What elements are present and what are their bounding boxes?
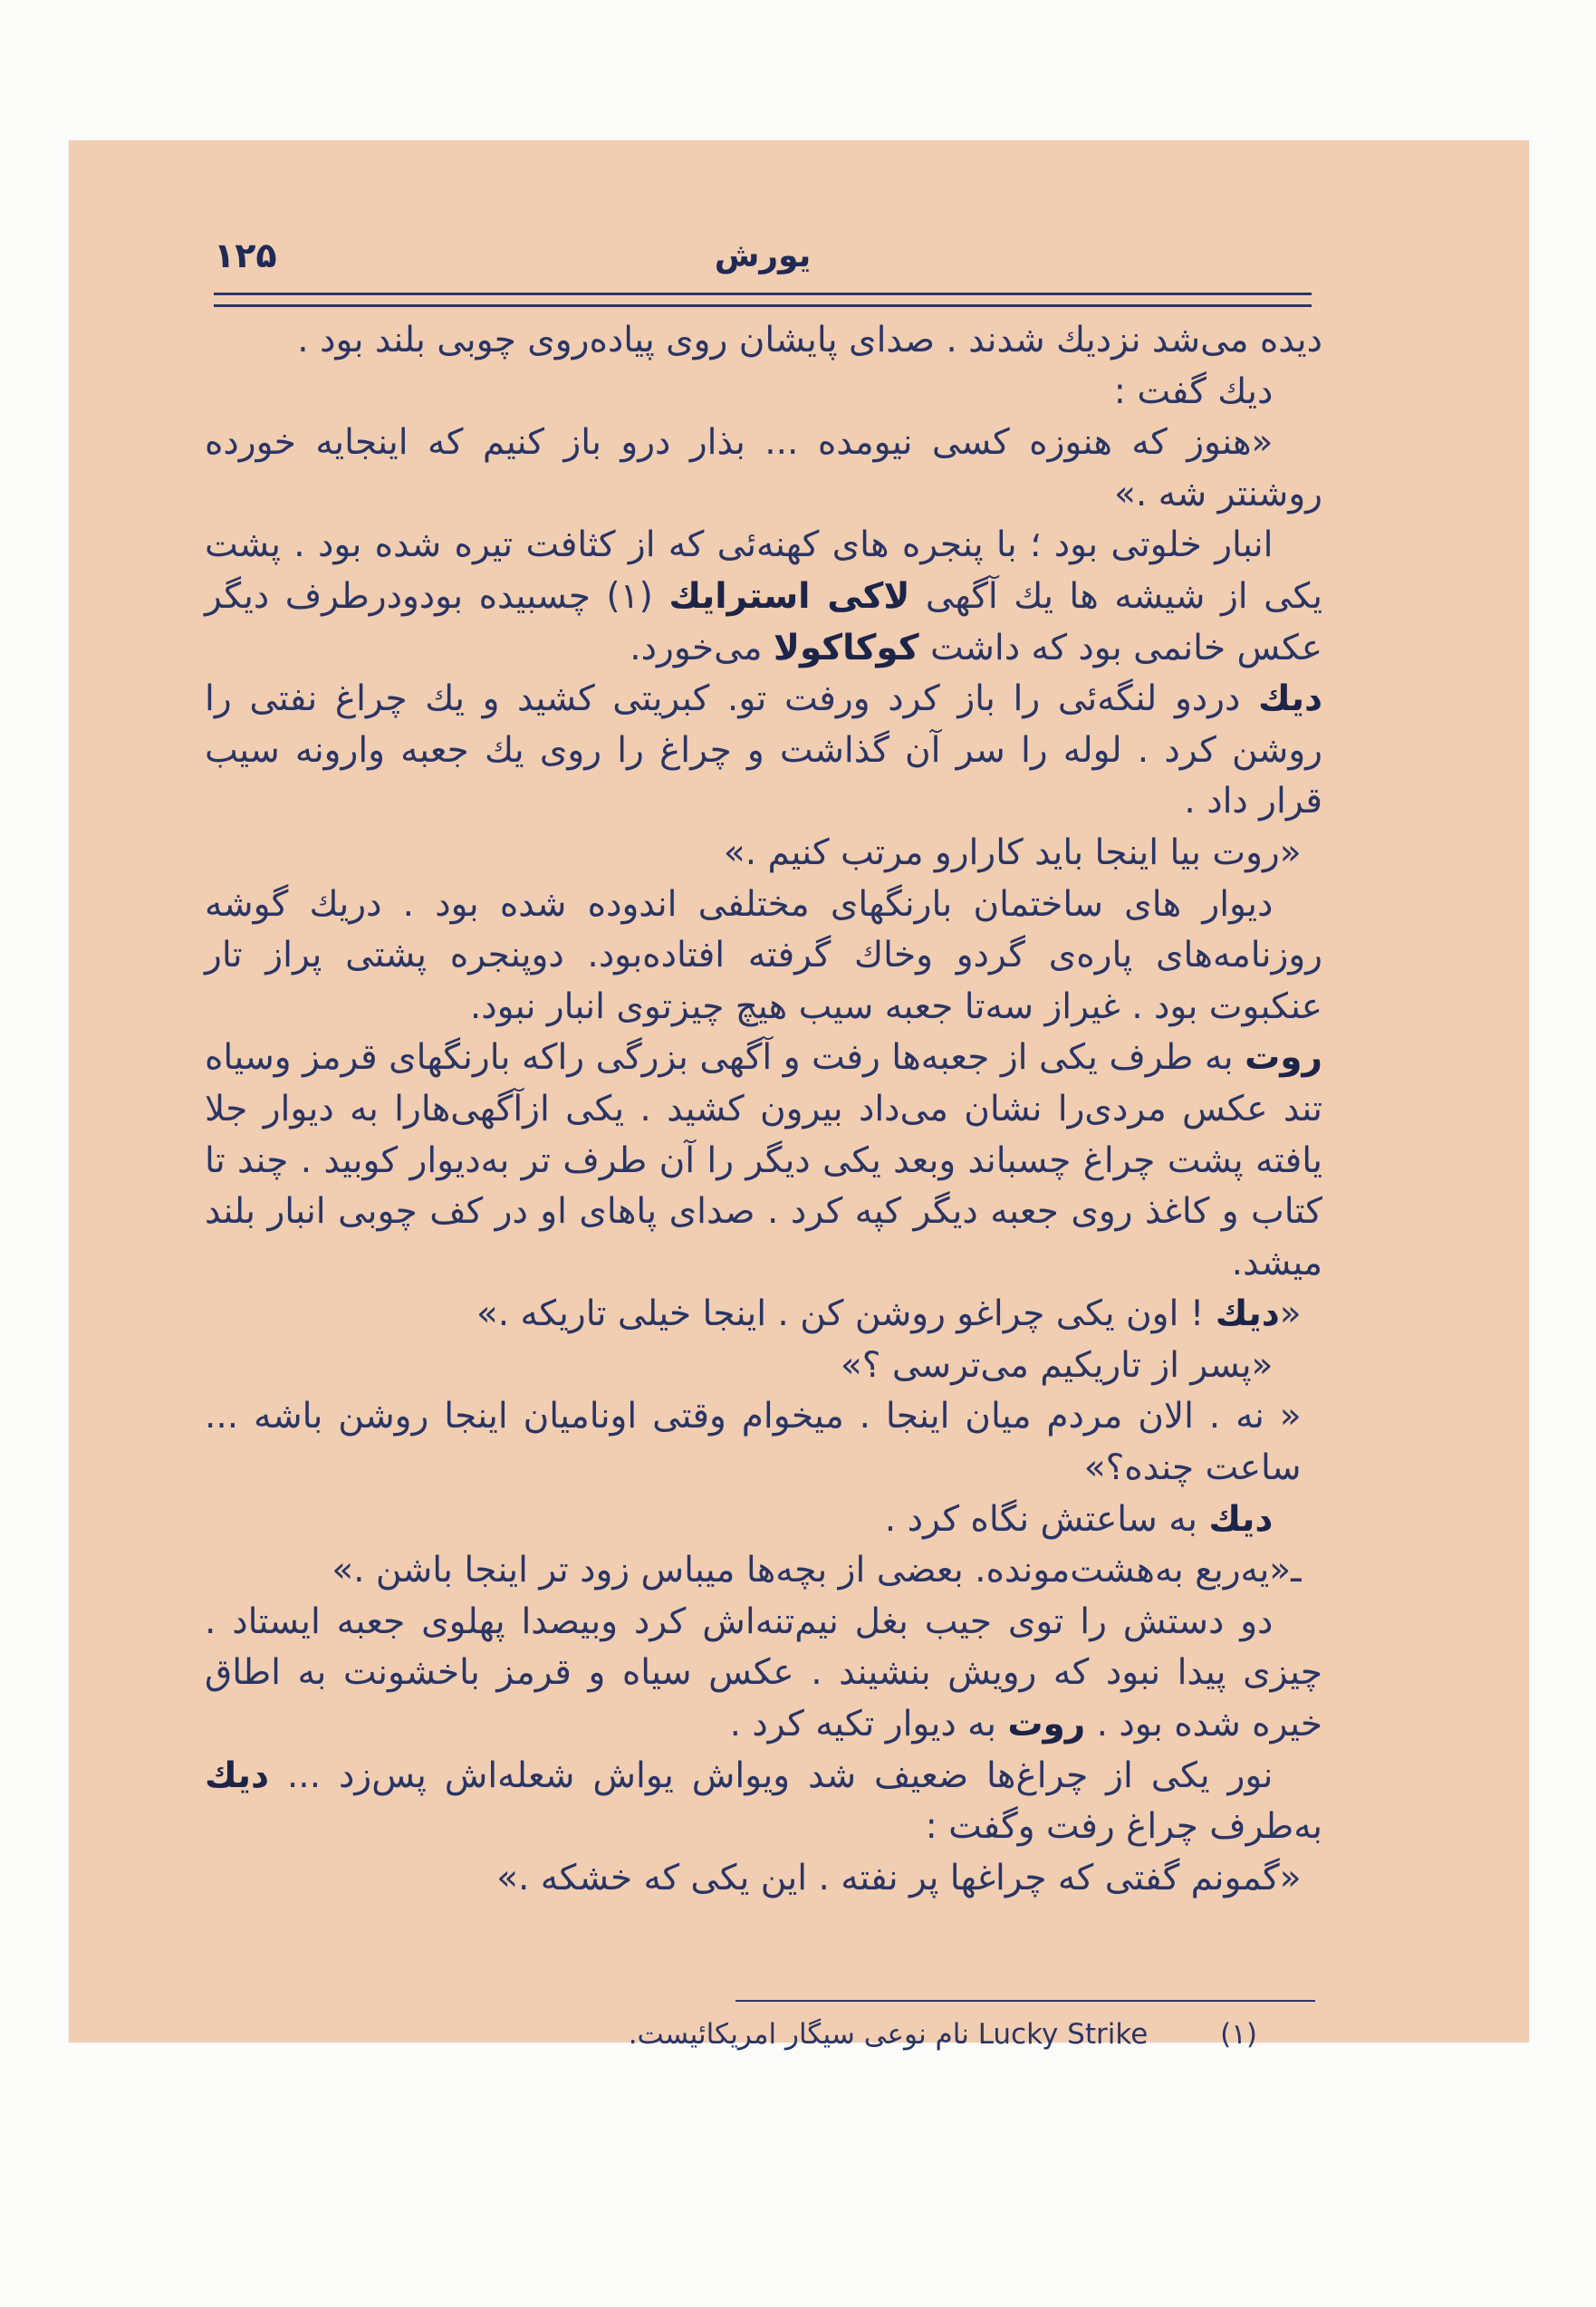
paragraph: دیوار های ساختمان بارنگهای مختلفی اندوده شده بود . دریك گوشه روزنامه‌های پاره‌ی گردو وخاك گرفته افتاده‌بود. دوپنجره پشتی پراز تار عنکبوت بود . غیراز سه‌تا جعبه سیب هیچ چیزتوی انبار نبود. — [205, 883, 1322, 1027]
paragraph: «گمونم گفتی که چراغها پر نفته . این یکی که خشکه .» — [496, 1857, 1302, 1898]
paragraph: روت به طرف یکی از جعبه‌ها رفت و آگهی بزرگی راکه بارنگهای قرمز وسیاه تند عکس مردی‌را نشان می‌داد بیرون کشید . یکی ازآگهی‌هارا به دیوار جلا یافته پشت چراغ چسباند وبعد یکی دیگر را آن طرف تر به‌دیوار کوبید . چند تا کتاب و کاغذ روی جعبه دیگر کپه کرد . صدای پاهای او در کف چوبی انبار بلند میشد. — [205, 1037, 1322, 1283]
paragraph: دیك گفت : — [1113, 370, 1274, 412]
bold-name: دیك — [1208, 1498, 1274, 1540]
paragraph: «پسر از تاریکیم می‌ترسی ؟» — [840, 1344, 1274, 1386]
page-number: ۱۲۵ — [214, 236, 277, 275]
page-header — [214, 236, 1312, 299]
paragraph: «هنوز که هنوزه کسی نیومده ... بذار درو باز کنیم که اینجایه خورده روشنتر شه .» — [205, 422, 1322, 514]
header-rule — [214, 293, 1312, 307]
paragraph: دو دستش را توی جیب بغل نیم‌تنه‌اش کرد وبیصدا پهلوی جعبه ایستاد . چیزی پیدا نبود که رویش بنشیند . عکس سیاه و قرمز باخشونت به اطاق خیره شده بود . روت به دیوار تکیه کرد . — [205, 1600, 1322, 1745]
footnote — [359, 2018, 1257, 2051]
paragraph: « نه . الان مردم میان اینجا . میخوام وقتی اونامیان اینجا روشن باشه ... ساعت چنده؟» — [205, 1396, 1302, 1489]
bold-name: روت — [1007, 1704, 1086, 1745]
paragraph: ـ«یه‌ربع به‌هشت‌مونده. بعضی از بچه‌ها میباس زود تر اینجا باشن .» — [332, 1550, 1302, 1591]
paragraph: «دیك ! اون یکی چراغو روشن کن . اینجا خیلی تاریکه .» — [476, 1293, 1302, 1335]
footnote-text: Lucky Strike نام نوعی سیگار امریکائیست. — [628, 2018, 1149, 2051]
bold-name: دیك — [1215, 1293, 1280, 1335]
book-page — [69, 140, 1529, 2051]
bold-name: کوکاکولا — [773, 627, 919, 668]
running-title: یورش — [714, 237, 812, 274]
paragraph: «روت بیا اینجا باید کارارو مرتب کنیم .» — [723, 831, 1302, 873]
paragraph: دیده می‌شد نزدیك شدند . صدای پایشان روی پیاده‌روی چوبی بلند بود . — [297, 320, 1322, 360]
paragraph: دیك دردو لنگه‌ئی را باز کرد ورفت تو. کبریتی کشید و یك چراغ نفتی را روشن کرد . لوله را سر آن گذاشت و چراغ را روی یك جعبه وارونه سیب قرار داد . — [205, 678, 1322, 822]
bold-name: روت — [1245, 1037, 1322, 1079]
paragraph: انبار خلوتی بود ؛ با پنجره های کهنه‌ئی که از کثافت تیره شده بود . پشت یکی از شیشه ها یك آگهی لاکی استرایك (۱) چسبیده بودودرطرف دیگر عکس خانمی بود که داشت کوکاکولا می‌خورد. — [205, 524, 1322, 668]
bold-name: لاکی استرایك — [668, 575, 910, 617]
footnote-mark: (۱) — [1220, 2018, 1257, 2051]
paragraph: دیك به ساعتش نگاه کرد . — [884, 1498, 1274, 1540]
bold-name: دیك — [1258, 678, 1322, 720]
paragraph: نور یکی از چراغ‌ها ضعیف شد ویواش یواش شعله‌اش پس‌زد ... دیك به‌طرف چراغ رفت وگفت : — [205, 1754, 1322, 1848]
bold-name: دیك — [205, 1754, 269, 1796]
footnote-rule — [736, 2000, 1315, 2002]
body-text — [205, 315, 1322, 1904]
